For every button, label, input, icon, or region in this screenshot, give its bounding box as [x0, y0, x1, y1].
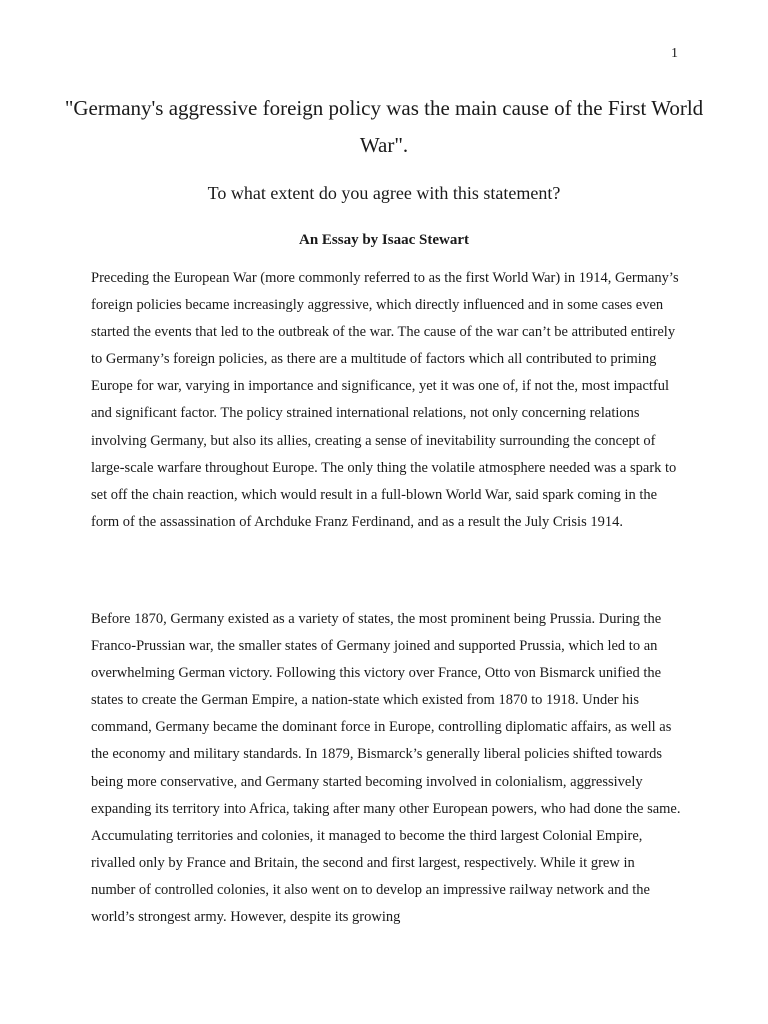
essay-title: "Germany's aggressive foreign policy was the main cause of the First World War".	[64, 96, 704, 157]
page-number: 1	[671, 46, 678, 61]
body-paragraph-1: Preceding the European War (more commonly referred to as the first World War) in 1914, Germany’s foreign policies became increasingly aggressive, which directly influenced and in some cases even started the events that led to the outbreak of the war. The cause of the war can’t be attributed entirely to Germany’s foreign policies, as there are a multitude of factors which all contributed to priming Europe for war, varying in importance and significance, yet it was one of, if not the, most impactful and significant factor. The policy strained international relations, not only concerning relations involving Germany, but also its allies, creating a sense of inevitability surrounding the concept of large-scale warfare throughout Europe. The only thing the volatile atmosphere needed was a spark to set off the chain reaction, which would result in a full-blown World War, said spark coming in the form of the assassination of Archduke Franz Ferdinand, and as a result the July Crisis 1914.	[91, 270, 679, 530]
essay-subtitle: To what extent do you agree with this statement?	[207, 183, 561, 203]
body-paragraph-2: Before 1870, Germany existed as a variety of states, the most prominent being Prussia. During the Franco-Prussian war, the smaller states of Germany joined and supported Prussia, which led to an overwhelming German victory. Following this victory over France, Otto von Bismarck unified the states to create the German Empire, a nation-state which existed from 1870 to 1918. Under his command, Germany became the dominant force in Europe, controlling diplomatic affairs, as well as the economy and military standards. In 1879, Bismarck’s generally liberal policies shifted towards being more conservative, and Germany started becoming involved in colonialism, aggressively expanding its territory into Africa, taking after many other European powers, who had done the same. Accumulating territories and colonies, it managed to become the third largest Colonial Empire, rivalled only by France and Britain, the second and first largest, respectively. While it grew in number of controlled colonies, it also went on to develop an impressive railway network and the world’s strongest army. However, despite its growing	[91, 611, 681, 926]
essay-byline: An Essay by Isaac Stewart	[298, 232, 469, 248]
